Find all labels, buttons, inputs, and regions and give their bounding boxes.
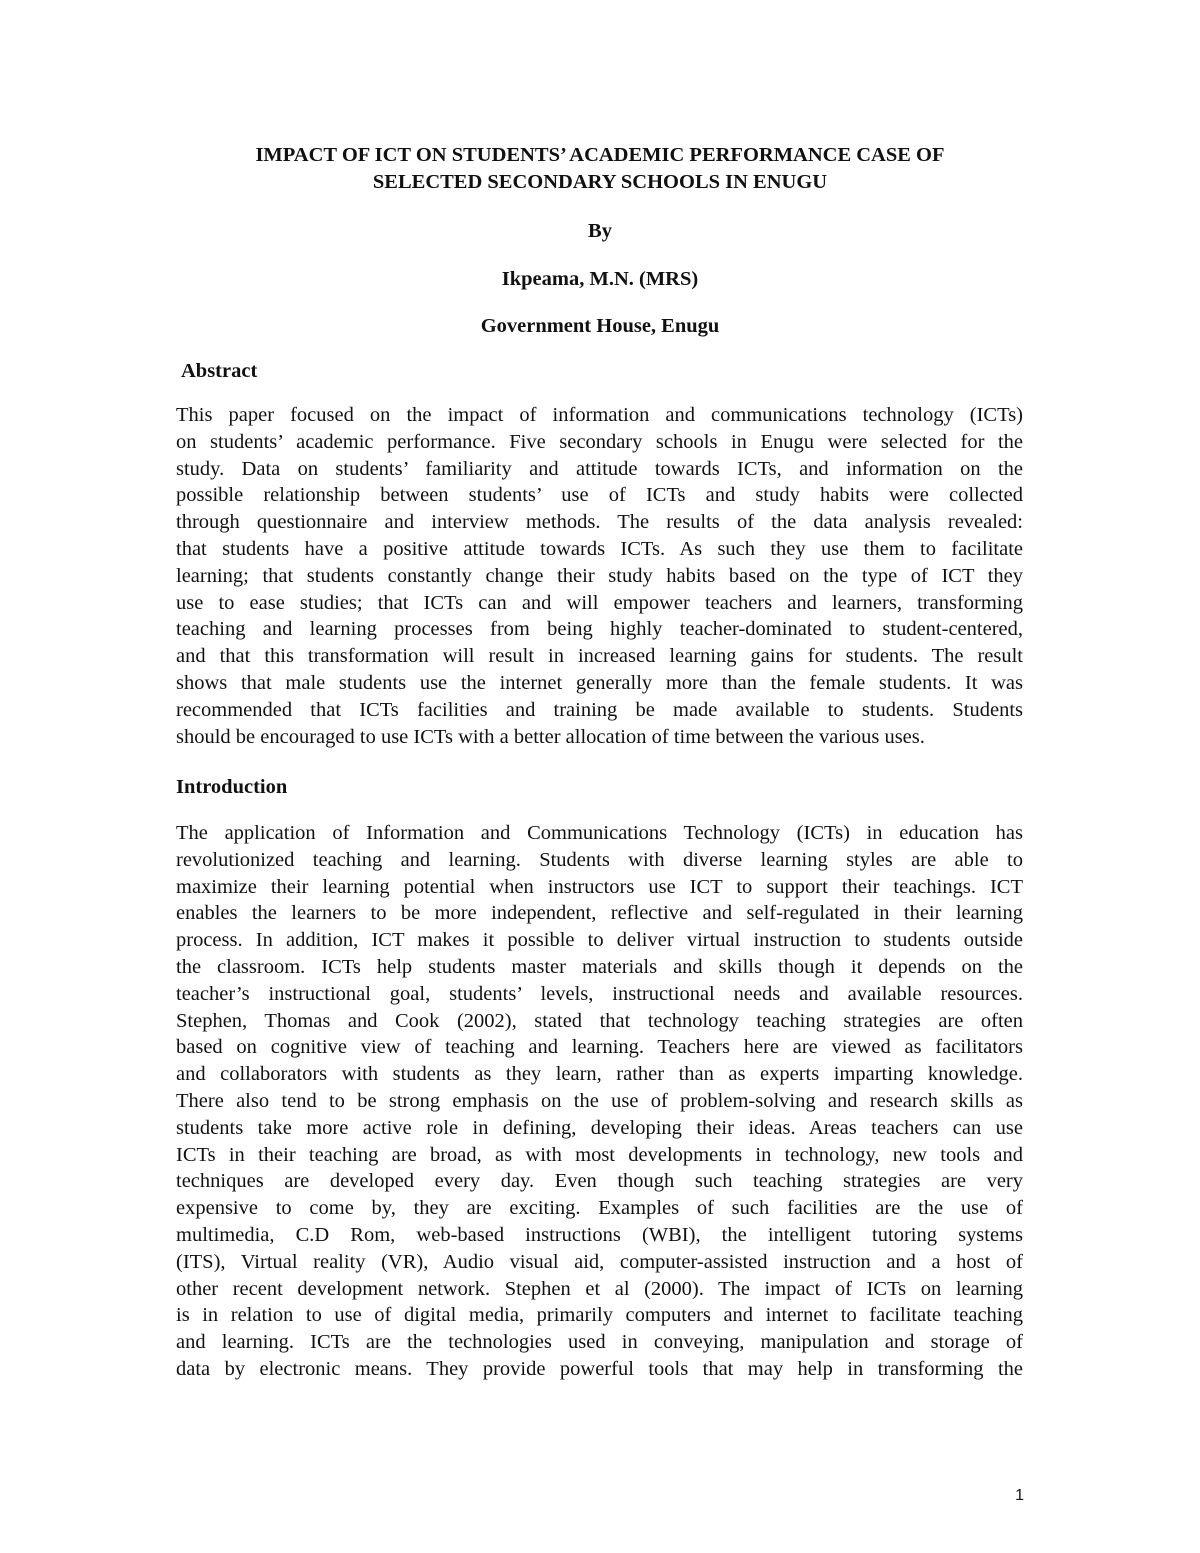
introduction-line: There also tend to be strong emphasis on the use of problem-solving and research skills as	[176, 1089, 1023, 1112]
introduction-body	[176, 820, 1023, 1383]
introduction-line: teacher’s instructional goal, students’ levels, instructional needs and available resources.	[176, 982, 1023, 1005]
abstract-body	[176, 402, 1023, 750]
introduction-line: Stephen, Thomas and Cook (2002), stated that technology teaching strategies are often	[176, 1009, 1023, 1032]
introduction-line: maximize their learning potential when instructors use ICT to support their teachings. ICT	[176, 875, 1023, 898]
introduction-line: enables the learners to be more independent, reflective and self-regulated in their learning	[176, 902, 1023, 925]
introduction-line: multimedia, C.D Rom, web-based instructions (WBI), the intelligent tutoring systems	[176, 1223, 1023, 1246]
introduction-heading: Introduction	[176, 776, 288, 798]
title-line: SELECTED SECONDARY SCHOOLS IN ENUGU	[372, 171, 828, 193]
introduction-line: is in relation to use of digital media, primarily computers and internet to facilitate teaching	[176, 1304, 1023, 1327]
introduction-line: (ITS), Virtual reality (VR), Audio visual aid, computer-assisted instruction and a host of	[176, 1250, 1023, 1273]
title-line: IMPACT OF ICT ON STUDENTS’ ACADEMIC PERFORMANCE CASE OF	[255, 144, 945, 166]
abstract-line: on students’ academic performance. Five secondary schools in Enugu were selected for the	[176, 430, 1023, 453]
introduction-line: ICTs in their teaching are broad, as with most developments in technology, new tools and	[176, 1143, 1023, 1166]
introduction-line: students take more active role in defining, developing their ideas. Areas teachers can use	[176, 1116, 1023, 1139]
abstract-line: should be encouraged to use ICTs with a better allocation of time between the various uses.	[176, 725, 925, 748]
abstract-line: recommended that ICTs facilities and training be made available to students. Students	[176, 698, 1023, 721]
introduction-line: data by electronic means. They provide powerful tools that may help in transforming the	[176, 1357, 1023, 1380]
abstract-line: through questionnaire and interview methods. The results of the data analysis revealed:	[176, 511, 1023, 534]
abstract-line: This paper focused on the impact of information and communications technology (ICTs)	[176, 404, 1023, 426]
abstract-line: use to ease studies; that ICTs can and will empower teachers and learners, transforming	[176, 591, 1023, 614]
introduction-line: The application of Information and Communications Technology (ICTs) in education has	[176, 822, 1023, 844]
abstract-line: shows that male students use the internet generally more than the female students. It was	[176, 671, 1023, 694]
abstract-line: possible relationship between students’ use of ICTs and study habits were collected	[176, 484, 1023, 507]
introduction-line: based on cognitive view of teaching and learning. Teachers here are viewed as facilitators	[176, 1036, 1023, 1059]
abstract-line: teaching and learning processes from being highly teacher-dominated to student-centered,	[176, 618, 1023, 641]
page-number: 1	[1015, 1487, 1024, 1504]
abstract-line: and that this transformation will result in increased learning gains for students. The result	[176, 645, 1023, 668]
author-name: Ikpeama, M.N. (MRS)	[501, 268, 699, 290]
introduction-line: techniques are developed every day. Even though such teaching strategies are very	[176, 1170, 1023, 1193]
introduction-line: expensive to come by, they are exciting. Examples of such facilities are the use of	[176, 1197, 1023, 1220]
introduction-line: and learning. ICTs are the technologies used in conveying, manipulation and storage of	[176, 1331, 1023, 1354]
abstract-line: learning; that students constantly change their study habits based on the type of ICT they	[176, 564, 1023, 587]
abstract-line: that students have a positive attitude towards ICTs. As such they use them to facilitate	[176, 537, 1023, 560]
introduction-line: revolutionized teaching and learning. Students with diverse learning styles are able to	[176, 848, 1023, 871]
abstract-heading: Abstract	[181, 360, 258, 382]
introduction-line: other recent development network. Stephen et al (2000). The impact of ICTs on learning	[176, 1277, 1023, 1300]
by-line: By	[588, 220, 612, 242]
introduction-line: and collaborators with students as they learn, rather than as experts imparting knowledge.	[176, 1063, 1023, 1086]
author-affiliation: Government House, Enugu	[480, 315, 720, 337]
introduction-line: the classroom. ICTs help students master materials and skills though it depends on the	[176, 955, 1023, 978]
introduction-line: process. In addition, ICT makes it possible to deliver virtual instruction to students outside	[176, 929, 1023, 952]
abstract-line: study. Data on students’ familiarity and attitude towards ICTs, and information on the	[176, 457, 1023, 480]
paper-title	[150, 142, 1050, 196]
